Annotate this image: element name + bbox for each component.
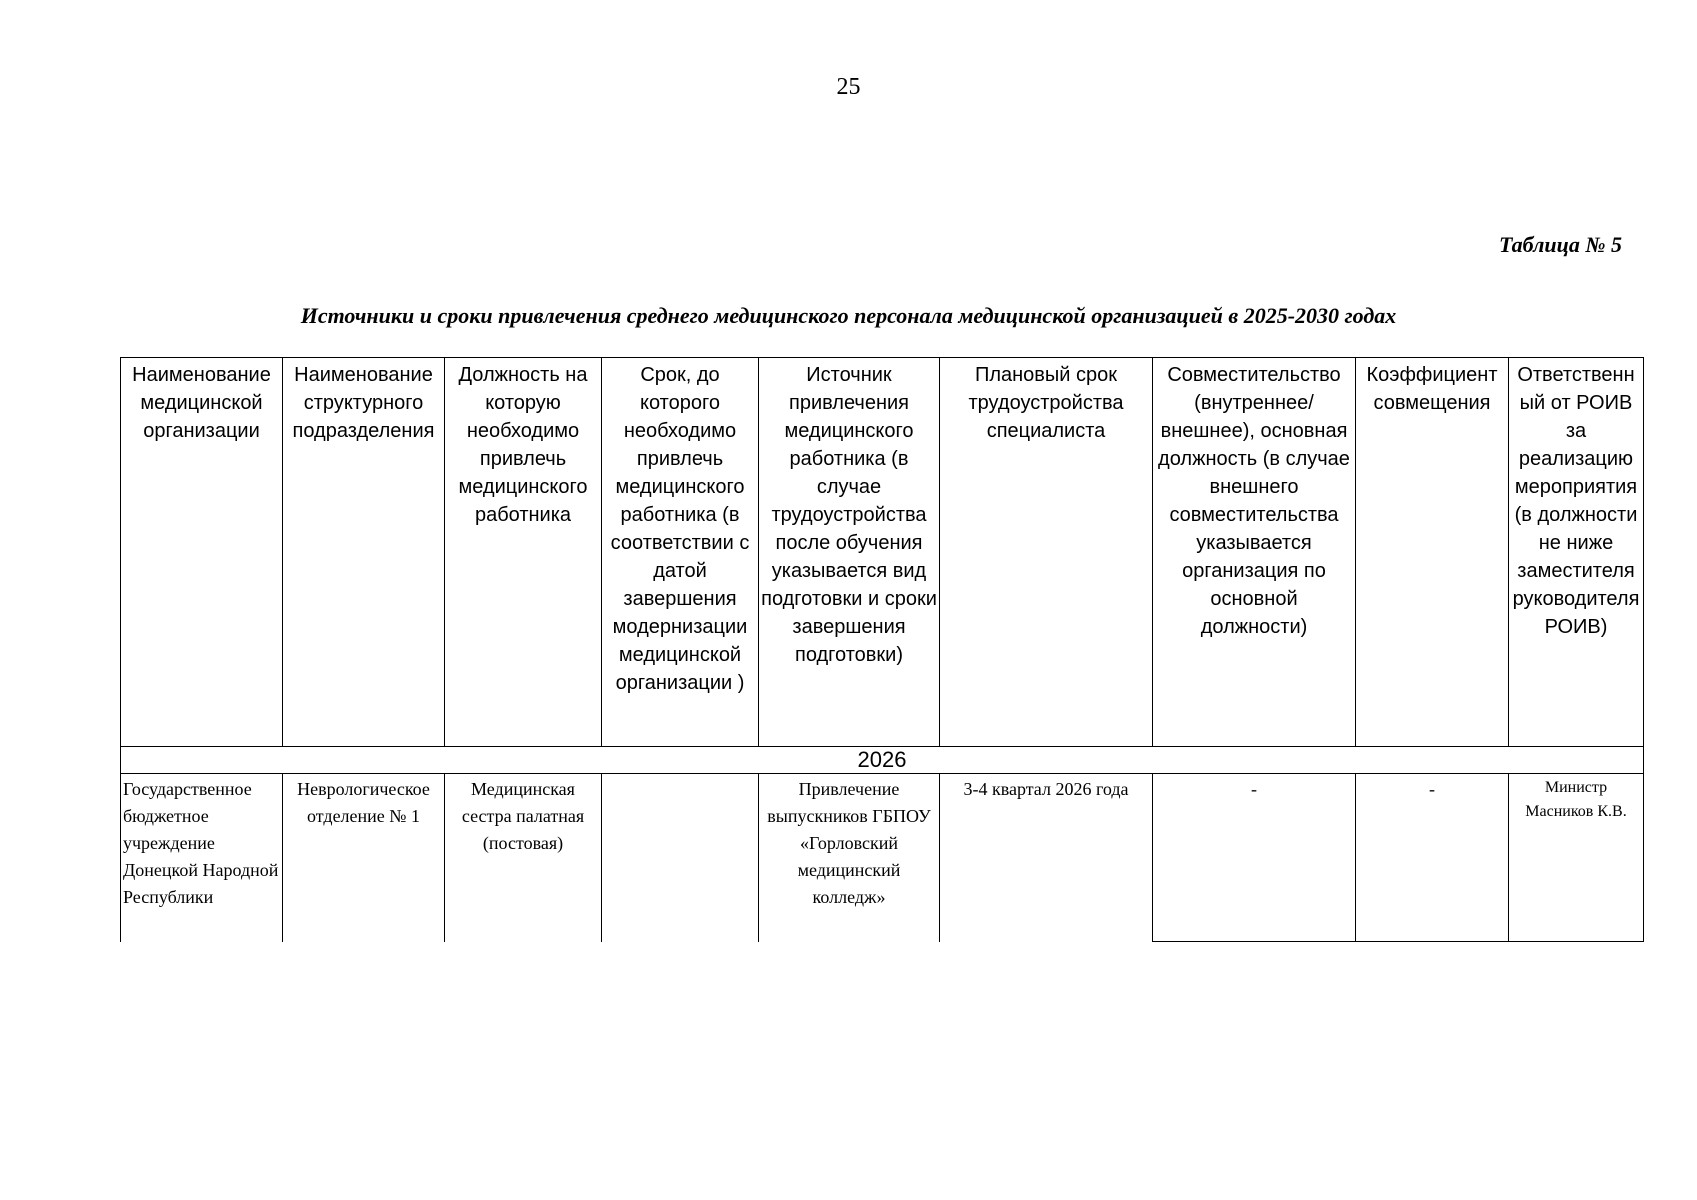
cell-combination: - — [1153, 774, 1356, 942]
page-number: 25 — [836, 74, 861, 100]
staffing-table — [120, 357, 1644, 942]
header-row — [121, 358, 1644, 747]
cell-source: Привлечение выпускников ГБПОУ «Горловский медицинский колледж» — [759, 774, 940, 942]
table-caption: Таблица № 5 — [1499, 232, 1622, 257]
cell-deadline — [602, 774, 759, 942]
cell-planned-term: 3-4 квартал 2026 года — [940, 774, 1153, 942]
header-planned-term: Плановый срок трудоустройства специалиста — [940, 358, 1153, 747]
header-responsible: Ответственный от РОИВ за реализацию мероприятия (в должности не ниже заместителя руководителя РОИВ) — [1509, 358, 1644, 747]
cell-organization: Государственное бюджетное учреждение Донецкой Народной Республики — [121, 774, 283, 942]
year-row — [121, 747, 1644, 774]
year-cell: 2026 — [121, 747, 1644, 774]
cell-department: Неврологическое отделение № 1 — [283, 774, 445, 942]
document-title: Источники и сроки привлечения среднего медицинского персонала медицинской организацией в 2025-2030 годах — [300, 303, 1397, 328]
header-position: Должность на которую необходимо привлечь медицинского работника — [445, 358, 602, 747]
cell-position: Медицинская сестра палатная (постовая) — [445, 774, 602, 942]
header-deadline: Срок, до которого необходимо привлечь медицинского работника (в соответствии с датой завершения модернизации медицинской организации ) — [602, 358, 759, 747]
table-row — [121, 774, 1644, 942]
header-combination: Совместительство (внутреннее/внешнее), основная должность (в случае внешнего совместительства указывается организация по основной должности) — [1153, 358, 1356, 747]
cell-coefficient: - — [1356, 774, 1509, 942]
header-source: Источник привлечения медицинского работника (в случае трудоустройства после обучения указывается вид подготовки и сроки завершения подготовки) — [759, 358, 940, 747]
header-coefficient: Коэффициент совмещения — [1356, 358, 1509, 747]
header-department: Наименование структурного подразделения — [283, 358, 445, 747]
cell-responsible: Министр Масников К.В. — [1509, 774, 1644, 942]
header-organization: Наименование медицинской организации — [121, 358, 283, 747]
